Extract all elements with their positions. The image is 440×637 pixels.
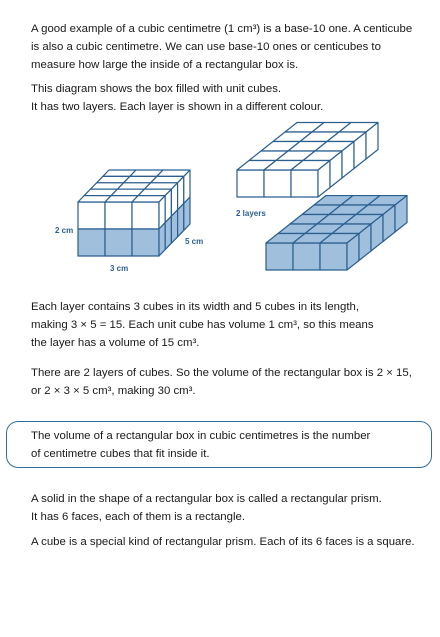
- cube-front-face: [105, 202, 132, 229]
- bottom-layer-figure: [260, 195, 435, 280]
- cube-front-face: [320, 243, 347, 270]
- text-line: It has two layers. Each layer is shown in a different colour.: [31, 101, 324, 113]
- cube-side-face: [178, 203, 184, 236]
- text-line: There are 2 layers of cubes. So the volume of the rectangular box is 2 × 15,: [31, 367, 412, 379]
- text-line: or 2 × 3 × 5 cm³, making 30 cm³.: [31, 385, 196, 397]
- cube-front-face: [132, 202, 159, 229]
- layer-explanation: [31, 298, 427, 352]
- cube-side-face: [165, 216, 171, 249]
- cube-front-face: [105, 229, 132, 256]
- text-line: A cube is a special kind of rectangular prism. Each of its 6 faces is a square.: [31, 536, 415, 548]
- cube-paragraph: [31, 533, 427, 551]
- text-line: A solid in the shape of a rectangular box is called a rectangular prism.: [31, 493, 382, 505]
- text-line: of centimetre cubes that fit inside it.: [31, 448, 210, 460]
- cube-front-face: [264, 170, 291, 197]
- text-line: is also a cubic centimetre. We can use base-10 ones or centicubes to: [31, 41, 381, 53]
- layers-label: 2 layers: [236, 209, 266, 218]
- cube-side-face: [171, 210, 177, 243]
- length-label: 5 cm: [185, 237, 204, 246]
- cube-side-face: [184, 197, 190, 230]
- height-label: 2 cm: [55, 226, 74, 235]
- cube-front-face: [132, 229, 159, 256]
- cube-side-face: [159, 223, 165, 256]
- text-line: Each layer contains 3 cubes in its width and 5 cubes in its length,: [31, 301, 359, 313]
- text-line: It has 6 faces, each of them is a rectangle.: [31, 511, 246, 523]
- text-line: the layer has a volume of 15 cm³.: [31, 337, 200, 349]
- volume-explanation: [31, 364, 427, 400]
- key-idea-text: [31, 427, 370, 463]
- text-line: making 3 × 5 = 15. Each unit cube has volume 1 cm³, so this means: [31, 319, 374, 331]
- cube-front-face: [78, 229, 105, 256]
- text-line: measure how large the inside of a rectangular box is.: [31, 59, 299, 71]
- cube-front-face: [291, 170, 318, 197]
- intro-paragraph: [31, 20, 427, 74]
- text-line: The volume of a rectangular box in cubic centimetres is the number: [31, 430, 371, 442]
- cube-front-face: [293, 243, 320, 270]
- prism-paragraph: [31, 490, 427, 526]
- top-layer-figure: [230, 120, 410, 205]
- key-idea-box: [6, 421, 432, 468]
- width-label: 3 cm: [110, 264, 129, 273]
- cube-front-face: [78, 202, 105, 229]
- cube-front-face: [266, 243, 293, 270]
- text-line: A good example of a cubic centimetre (1 cm³) is a base-10 one. A centicube: [31, 23, 413, 35]
- cube-front-face: [237, 170, 264, 197]
- text-line: This diagram shows the box filled with unit cubes.: [31, 83, 282, 95]
- assembled-box-figure: [70, 150, 210, 270]
- diagram-description: [31, 80, 427, 116]
